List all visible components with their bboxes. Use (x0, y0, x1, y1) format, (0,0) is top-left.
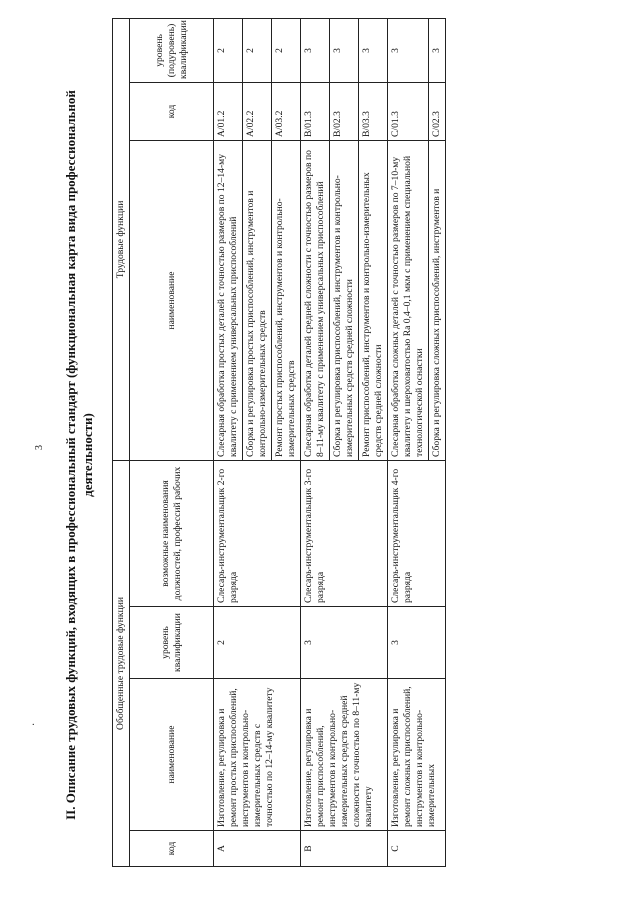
function-code: B/01.3 (301, 82, 330, 140)
header-code: код (130, 831, 214, 867)
function-name: Слесарная обработка деталей средней сложности с точностью размеров по 8–11-му квалитету с применением универсальных приспособлений (301, 140, 330, 460)
generalized-name: Изготовление, регулировка и ремонт сложных приспособлений, инструментов и контрольно-измерительных (388, 679, 446, 831)
function-level: 3 (359, 18, 388, 82)
function-level: 3 (429, 18, 446, 82)
function-level: 2 (272, 18, 301, 82)
function-level: 3 (330, 18, 359, 82)
section-title: II. Описание трудовых функций, входящих в профессиональный стандарт (функциональная карта вида профессиональной деятельности) (63, 90, 95, 820)
header-labor-functions: Трудовые функции (113, 18, 130, 460)
header-generalized: Обобщенные трудовые функции (113, 460, 130, 866)
generalized-level: 3 (301, 607, 388, 679)
positions: Слесарь-инструментальщик 4-го разряда (388, 460, 446, 606)
generalized-code: С (388, 831, 446, 867)
function-name: Ремонт приспособлений, инструментов и контрольно-измерительных средств средней сложности (359, 140, 388, 460)
table-row (214, 18, 243, 866)
table-row (301, 18, 330, 866)
header-positions: возможные наименования должностей, профессий рабочих (130, 460, 214, 606)
function-name: Сборка и регулировка простых приспособлений, инструментов и контрольно-измерительных средств (243, 140, 272, 460)
function-level: 2 (243, 18, 272, 82)
function-code: A/01.2 (214, 82, 243, 140)
positions: Слесарь-инструментальщик 3-го разряда (301, 460, 388, 606)
function-level: 2 (214, 18, 243, 82)
function-level: 3 (301, 18, 330, 82)
generalized-level: 2 (214, 607, 301, 679)
function-name: Слесарная обработка простых деталей с точностью размеров по 12–14-му квалитету с применением универсальных приспособлений (214, 140, 243, 460)
header-function-name: наименование (130, 140, 214, 460)
positions: Слесарь-инструментальщик 2-го разряда (214, 460, 301, 606)
page-number: 3 (34, 445, 45, 450)
header-function-code: код (130, 82, 214, 140)
function-code: A/03.2 (272, 82, 301, 140)
header-qual-level: уровень квалификации (130, 607, 214, 679)
header-sublevel: уровень (подуровень) квалификации (130, 18, 214, 82)
function-name: Ремонт простых приспособлений, инструментов и контрольно-измерительных средств (272, 140, 301, 460)
table-row (388, 18, 429, 866)
function-name: Слесарная обработка сложных деталей с точностью размеров по 7–10-му квалитету и шероховатостью Ra 0,4–0,1 мкм с применением специальной технологической оснастки (388, 140, 429, 460)
header-row-columns (130, 18, 214, 866)
header-row-groups (113, 18, 130, 866)
generalized-level: 3 (388, 607, 446, 679)
dot-mark: . (32, 717, 35, 728)
function-code: B/03.3 (359, 82, 388, 140)
function-code: B/02.3 (330, 82, 359, 140)
function-code: C/02.3 (429, 82, 446, 140)
header-name: наименование (130, 679, 214, 831)
generalized-code: В (301, 831, 388, 867)
function-name: Сборка и регулировка приспособлений, инструментов и контрольно-измерительных средств средней сложности (330, 140, 359, 460)
generalized-name: Изготовление, регулировка и ремонт приспособлений, инструментов и контрольно-измерительных средств средней сложности с точностью по 8–11-му квалитету (301, 679, 388, 831)
generalized-code: А (214, 831, 301, 867)
generalized-name: Изготовление, регулировка и ремонт простых приспособлений, инструментов и контрольно-измерительных средств с точностью по 12–14-му квалитету (214, 679, 301, 831)
function-level: 3 (388, 18, 429, 82)
function-name: Сборка и регулировка сложных приспособлений, инструментов и (429, 140, 446, 460)
function-code: A/02.2 (243, 82, 272, 140)
function-code: C/01.3 (388, 82, 429, 140)
functional-map-table (112, 18, 446, 867)
